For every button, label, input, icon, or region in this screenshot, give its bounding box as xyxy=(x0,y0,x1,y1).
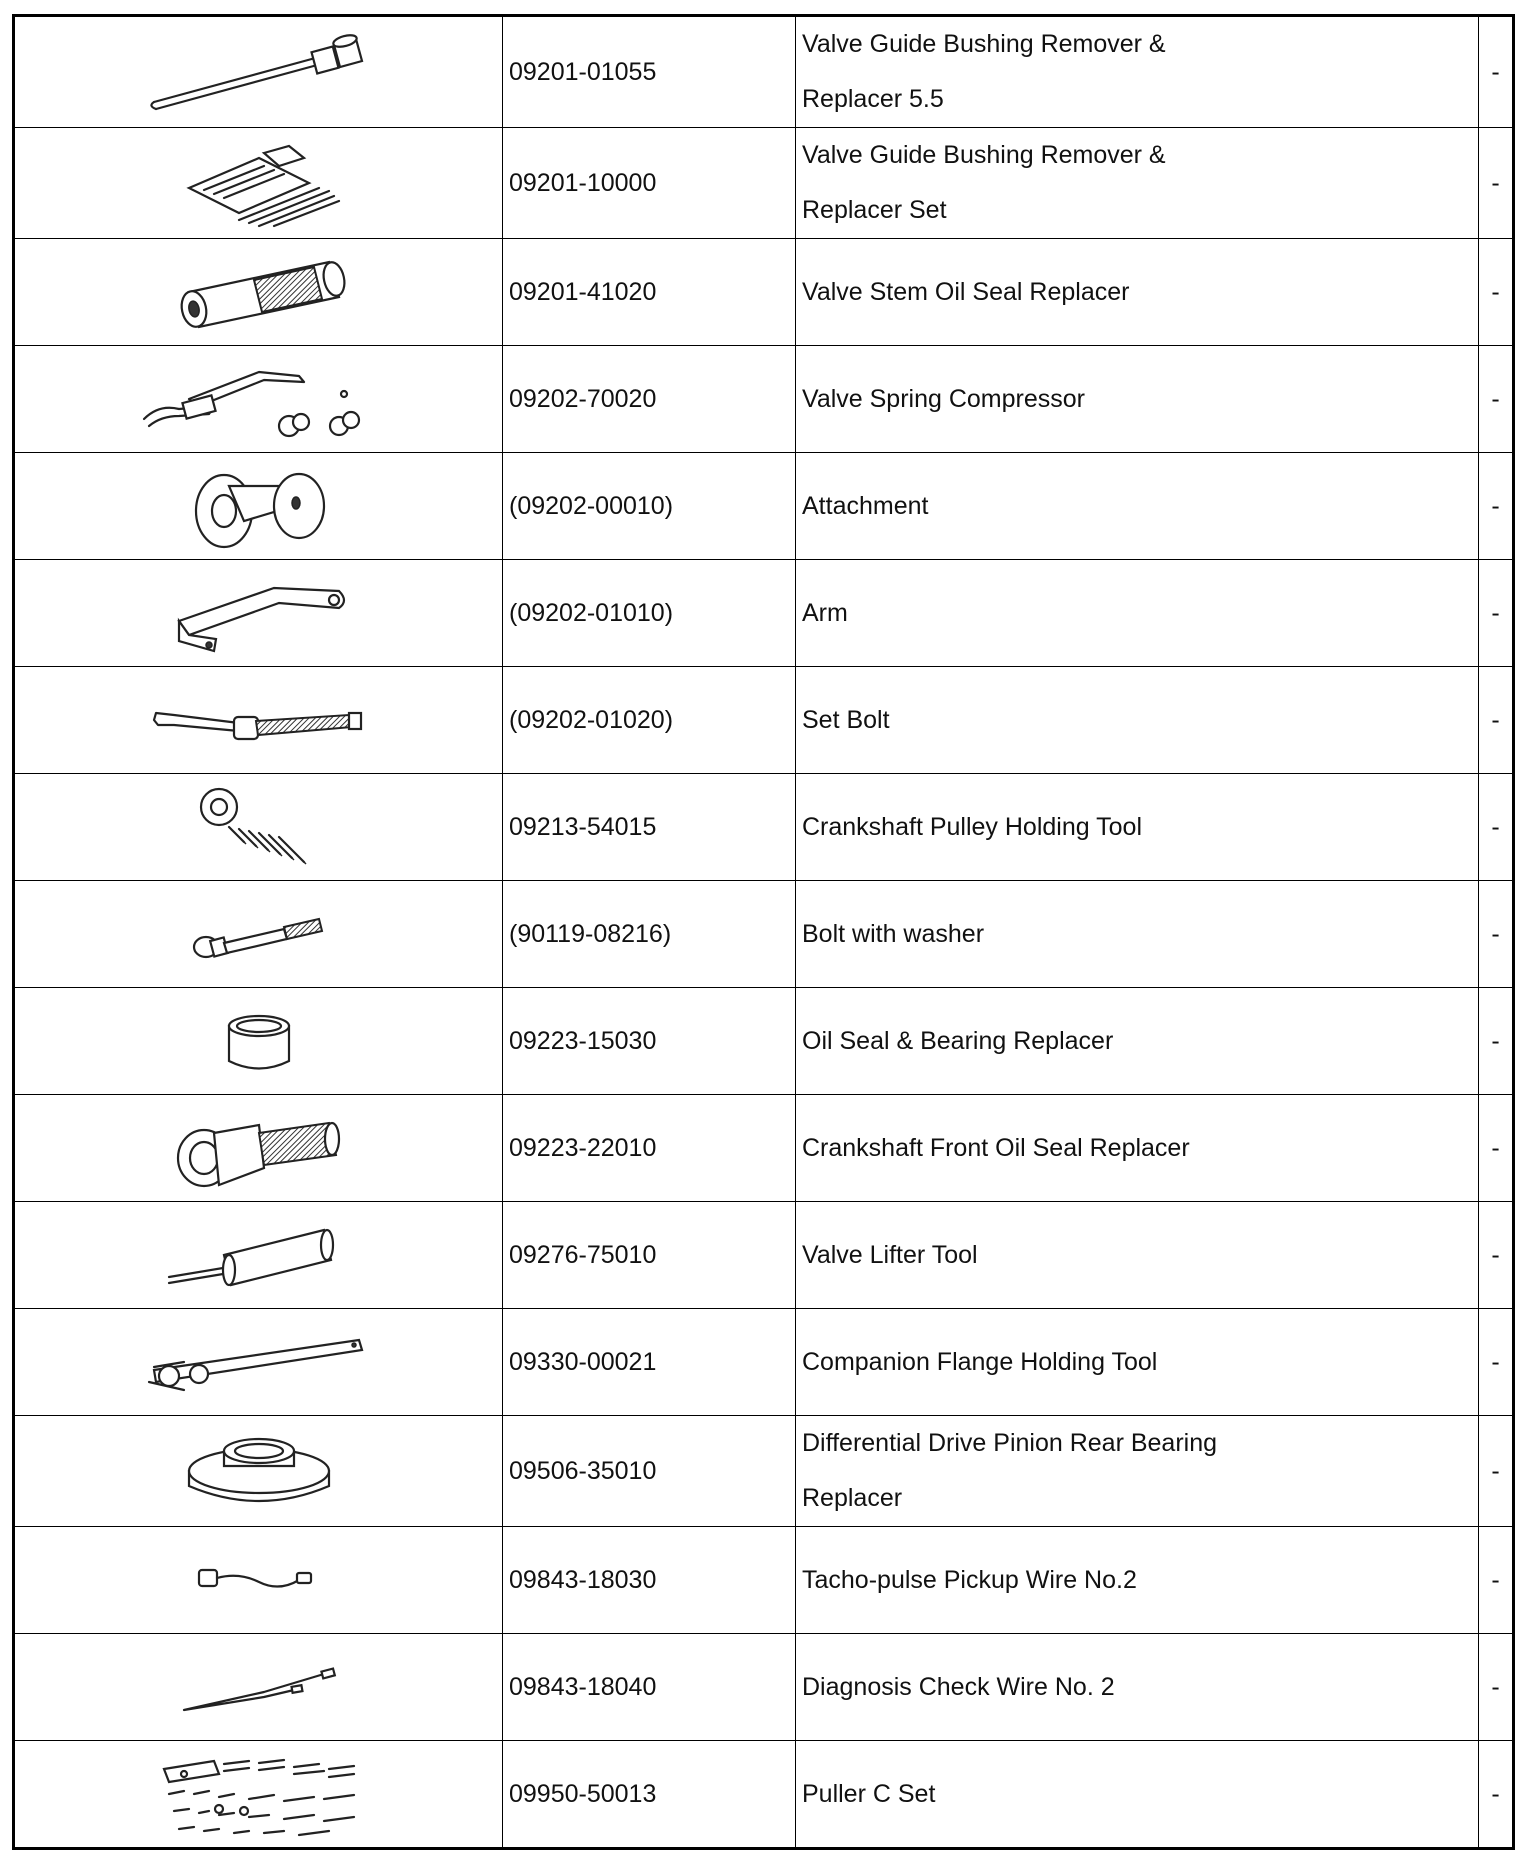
note-cell: - xyxy=(1479,1202,1514,1309)
special-service-tools-table xyxy=(12,14,1515,1850)
tool-name: Valve Stem Oil Seal Replacer xyxy=(802,277,1130,306)
tool-illustration-cell xyxy=(14,1202,503,1309)
table-row xyxy=(14,1095,1514,1202)
part-number: (90119-08216) xyxy=(503,881,796,988)
differential-bearing-replacer-icon xyxy=(179,1426,339,1516)
valve-spring-compressor-icon xyxy=(139,354,379,444)
part-number: 09506-35010 xyxy=(503,1416,796,1527)
table-row xyxy=(14,1634,1514,1741)
table-row xyxy=(14,667,1514,774)
tool-name: Companion Flange Holding Tool xyxy=(802,1347,1158,1376)
tool-name: Valve Spring Compressor xyxy=(802,384,1085,413)
note-cell: - xyxy=(1479,560,1514,667)
note-cell: - xyxy=(1479,1416,1514,1527)
crankshaft-front-oil-seal-replacer-icon xyxy=(164,1103,354,1193)
tool-name: Set Bolt xyxy=(802,705,890,734)
arm-icon xyxy=(164,573,354,653)
tool-name: Valve Guide Bushing Remover & Replacer Set xyxy=(802,141,1166,224)
part-number: 09201-10000 xyxy=(503,128,796,239)
part-number: 09276-75010 xyxy=(503,1202,796,1309)
part-number: (09202-01010) xyxy=(503,560,796,667)
tool-illustration-cell xyxy=(14,1309,503,1416)
table-row xyxy=(14,453,1514,560)
part-number: 09202-70020 xyxy=(503,346,796,453)
table-row xyxy=(14,1202,1514,1309)
part-number: 09330-00021 xyxy=(503,1309,796,1416)
tool-illustration-cell xyxy=(14,667,503,774)
note-cell: - xyxy=(1479,128,1514,239)
tool-illustration-cell xyxy=(14,346,503,453)
table-row xyxy=(14,16,1514,128)
note-cell: - xyxy=(1479,1527,1514,1634)
note-cell: - xyxy=(1479,346,1514,453)
tool-name: Diagnosis Check Wire No. 2 xyxy=(802,1672,1115,1701)
table-row xyxy=(14,881,1514,988)
part-number: 09201-01055 xyxy=(503,16,796,128)
table-row xyxy=(14,774,1514,881)
tool-illustration-cell xyxy=(14,881,503,988)
table-row xyxy=(14,1527,1514,1634)
tool-name: Tacho-pulse Pickup Wire No.2 xyxy=(802,1565,1137,1594)
table-row xyxy=(14,239,1514,346)
attachment-icon xyxy=(184,461,334,551)
table-row xyxy=(14,1309,1514,1416)
note-cell: - xyxy=(1479,1741,1514,1849)
tool-illustration-cell xyxy=(14,560,503,667)
bolt-with-washer-icon xyxy=(184,899,334,969)
crankshaft-pulley-holding-tool-icon xyxy=(184,782,334,872)
table-row xyxy=(14,1416,1514,1527)
note-cell: - xyxy=(1479,16,1514,128)
valve-guide-bushing-set-icon xyxy=(169,138,349,228)
note-cell: - xyxy=(1479,988,1514,1095)
tool-name: Puller C Set xyxy=(802,1779,936,1808)
part-number: 09843-18040 xyxy=(503,1634,796,1741)
puller-c-set-icon xyxy=(154,1749,364,1839)
tool-name: Attachment xyxy=(802,491,929,520)
tool-illustration-cell xyxy=(14,988,503,1095)
tool-illustration-cell xyxy=(14,1095,503,1202)
part-number: (09202-00010) xyxy=(503,453,796,560)
part-number: 09223-22010 xyxy=(503,1095,796,1202)
part-number: 09213-54015 xyxy=(503,774,796,881)
note-cell: - xyxy=(1479,239,1514,346)
tool-name: Crankshaft Front Oil Seal Replacer xyxy=(802,1133,1190,1162)
tool-name: Oil Seal & Bearing Replacer xyxy=(802,1026,1114,1055)
valve-stem-oil-seal-replacer-icon xyxy=(164,247,354,337)
tool-illustration-cell xyxy=(14,1527,503,1634)
note-cell: - xyxy=(1479,453,1514,560)
tool-name: Valve Lifter Tool xyxy=(802,1240,978,1269)
note-cell: - xyxy=(1479,1309,1514,1416)
table-row xyxy=(14,128,1514,239)
tool-illustration-cell xyxy=(14,16,503,128)
tool-illustration-cell xyxy=(14,128,503,239)
part-number: 09950-50013 xyxy=(503,1741,796,1849)
part-number: 09201-41020 xyxy=(503,239,796,346)
part-number: 09843-18030 xyxy=(503,1527,796,1634)
valve-lifter-tool-icon xyxy=(159,1215,359,1295)
valve-guide-bushing-remover-icon xyxy=(144,27,374,117)
note-cell: - xyxy=(1479,1634,1514,1741)
tool-name: Crankshaft Pulley Holding Tool xyxy=(802,812,1143,841)
part-number: (09202-01020) xyxy=(503,667,796,774)
set-bolt-icon xyxy=(144,685,374,755)
tool-illustration-cell xyxy=(14,239,503,346)
tool-illustration-cell xyxy=(14,453,503,560)
table-row xyxy=(14,346,1514,453)
table-row xyxy=(14,560,1514,667)
tacho-pulse-pickup-wire-icon xyxy=(189,1550,329,1610)
tool-name: Bolt with washer xyxy=(802,919,985,948)
table-row xyxy=(14,1741,1514,1849)
tool-illustration-cell xyxy=(14,1634,503,1741)
diagnosis-check-wire-icon xyxy=(174,1652,344,1722)
note-cell: - xyxy=(1479,774,1514,881)
tool-name: Arm xyxy=(802,598,848,627)
note-cell: - xyxy=(1479,881,1514,988)
tool-name: Differential Drive Pinion Rear Bearing Replacer xyxy=(802,1429,1218,1512)
oil-seal-bearing-replacer-icon xyxy=(214,1001,304,1081)
tool-illustration-cell xyxy=(14,1741,503,1849)
part-number: 09223-15030 xyxy=(503,988,796,1095)
note-cell: - xyxy=(1479,667,1514,774)
tool-illustration-cell xyxy=(14,1416,503,1527)
companion-flange-holding-tool-icon xyxy=(144,1322,374,1402)
tool-name: Valve Guide Bushing Remover & Replacer 5.5 xyxy=(802,30,1166,113)
tool-illustration-cell xyxy=(14,774,503,881)
table-row xyxy=(14,988,1514,1095)
note-cell: - xyxy=(1479,1095,1514,1202)
